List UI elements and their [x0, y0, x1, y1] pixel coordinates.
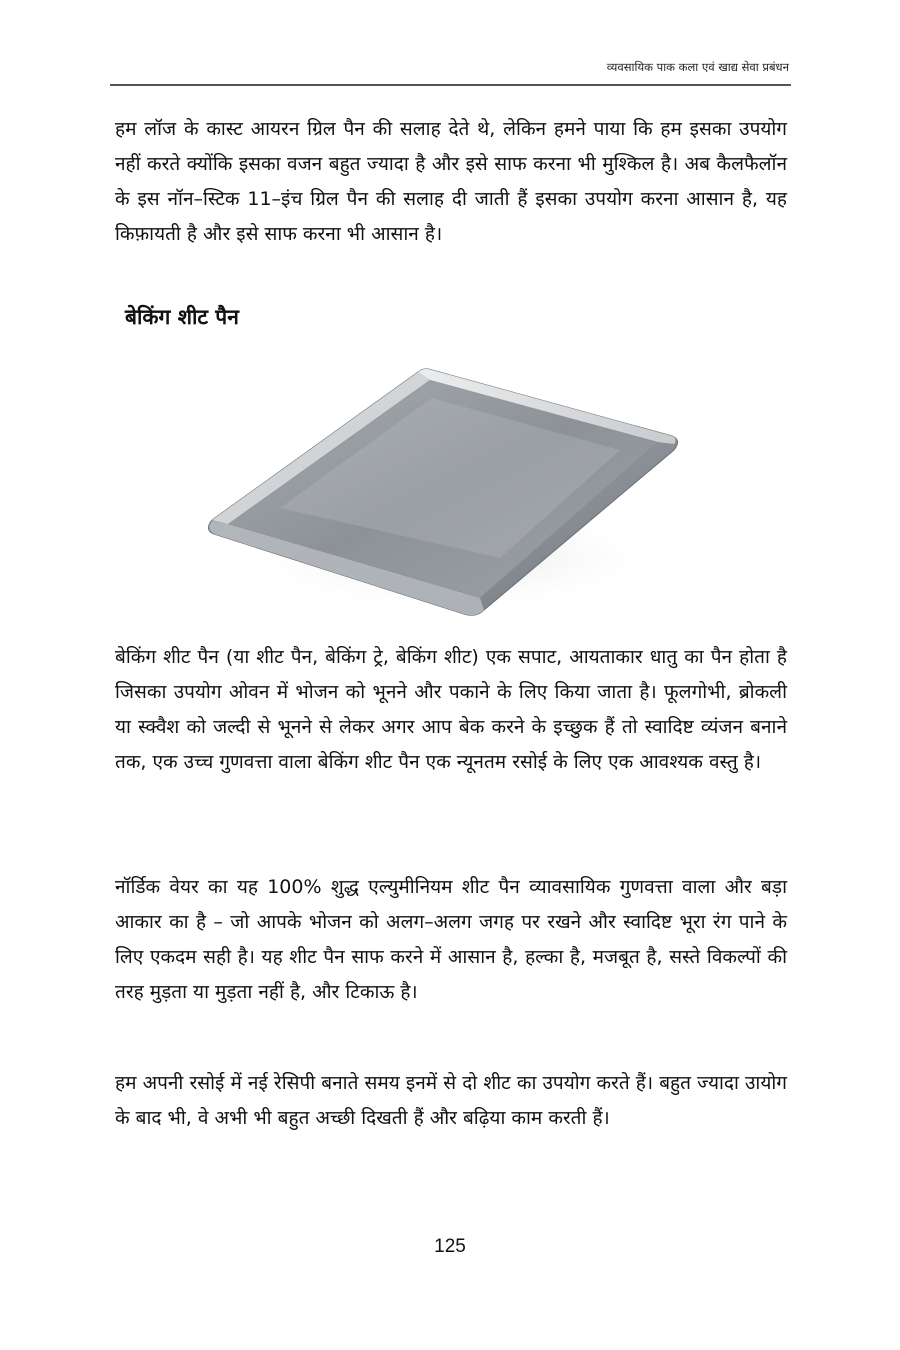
nordic-ware-paragraph: नॉर्डिक वेयर का यह 100% शुद्ध एल्युमीनियम शीट पैन व्यावसायिक गुणवत्ता वाला और बड़ा आकार का है – जो आपके भोजन को अलग–अलग जगह पर रखने और स्वादिष्ट भूरा रंग पाने के लिए एकदम सही है। यह शीट पैन साफ करने में आसान है, हल्का है, मजबूत है, सस्ते विकल्पों की तरह मुड़ता या मुड़ता नहीं है, और टिकाऊ है।: [115, 876, 787, 1003]
header-title: व्यवसायिक पाक कला एवं खाद्य सेवा प्रबंधन: [606, 60, 789, 74]
page-number: 125: [434, 1236, 466, 1257]
section-heading: बेकिंग शीट पैन: [125, 305, 239, 329]
baking-sheet-pan-illustration: [200, 358, 680, 620]
intro-paragraph: हम लॉज के कास्ट आयरन ग्रिल पैन की सलाह देते थे, लेकिन हमने पाया कि हम इसका उपयोग नहीं करते क्योंकि इसका वजन बहुत ज्यादा है और इसे साफ करना भी मुश्किल है। अब कैलफैलॉन के इस नॉन–स्टिक 11–इंच ग्रिल पैन की सलाह दी जाती हैं इसका उपयोग करना आसान है, यह किफ़ायती है और इसे साफ करना भी आसान है।: [115, 118, 787, 245]
usage-paragraph: हम अपनी रसोई में नई रेसिपी बनाते समय इनमें से दो शीट का उपयोग करते हैं। बहुत ज्यादा उायोग के बाद भी, वे अभी भी बहुत अच्छी दिखती हैं और बढ़िया काम करती हैं।: [115, 1072, 787, 1129]
definition-paragraph: बेकिंग शीट पैन (या शीट पैन, बेकिंग ट्रे, बेकिंग शीट) एक सपाट, आयताकार धातु का पैन होता है जिसका उपयोग ओवन में भोजन को भूनने और पकाने के लिए किया जाता है। फूलगोभी, ब्रोकली या स्क्वैश को जल्दी से भूनने से लेकर अगर आप बेक करने के इच्छुक हैं तो स्वादिष्ट व्यंजन बनाने तक, एक उच्च गुणवत्ता वाला बेकिंग शीट पैन एक न्यूनतम रसोई के लिए एक आवश्यक वस्तु है।: [115, 646, 787, 773]
running-header: [110, 56, 791, 86]
baking-sheet-pan-image: [200, 358, 680, 620]
